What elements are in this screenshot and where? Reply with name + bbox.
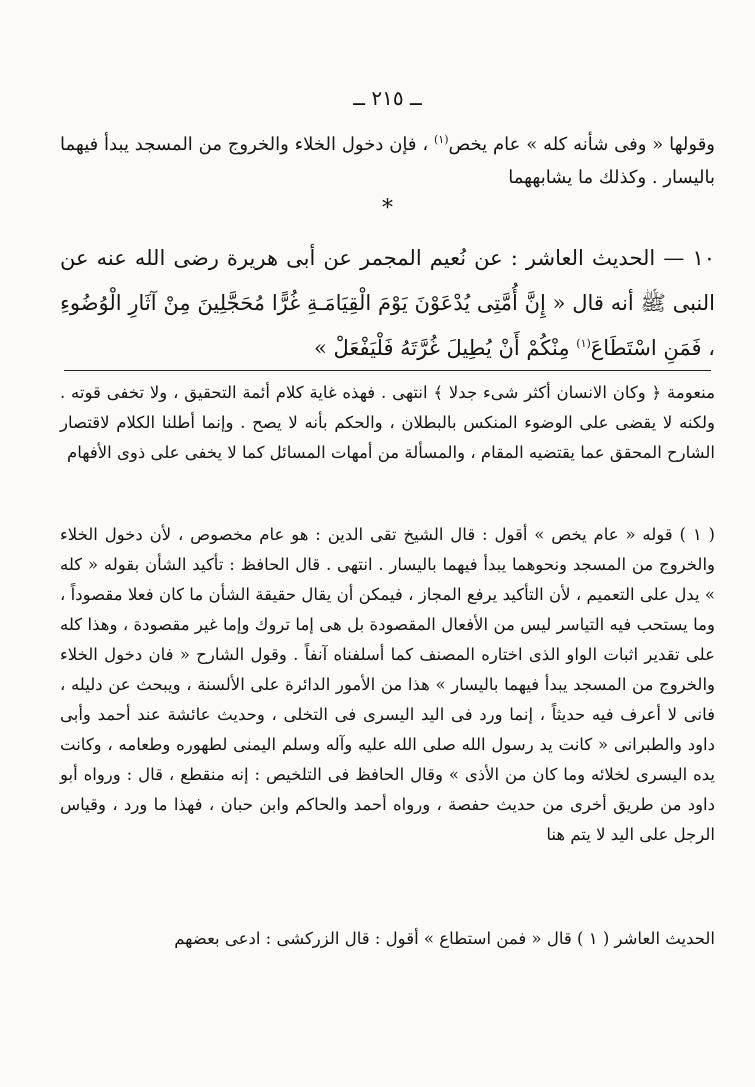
footnote-hadith-10: الحديث العاشر ( ١ ) قال « فمن استطاع » أقول : قال الزركشى : ادعى بعضهم (174, 929, 715, 948)
hadith-text-end: مِنْكُمْ أَنْ يُطِيلَ غُرَّتَهُ فَلْيَفْعَلْ » (313, 336, 570, 360)
page-number: ــ ٢١٥ ــ (353, 86, 422, 110)
footnote-continuation: منعومة ﴿ وكان الانسان أكثر شىء جدلا ﴾ انتهى . فهذه غاية كلام أئمة التحقيق ، ولا تخفى قوته . ولكنه لا يقضى على الوضوء المنكس بالبطلان ، والحكم بأنه لا يصح . وإنما أطلنا الكلام لاقتصار الشارح المحقق عما يقتضيه المقام ، والمسألة من أمهات المسائل كما لا يخفى على ذوى الأفهام (60, 383, 715, 462)
document-page (60, 0, 715, 1087)
intro-line-start: وقولها « وفى شأنه كله » عام يخص (448, 134, 715, 155)
section-divider-star: * (382, 196, 393, 221)
footnote-separator (64, 370, 711, 371)
hadith-paragraph (60, 236, 715, 371)
footnote-ref-hadith[interactable]: (١) (576, 337, 591, 350)
hadith-text: ١٠ — الحديث العاشر : عن نُعيم المجمر عن أبى هريرة رضى الله عنه عن النبى ﷺ أنه قال « إِنَّ أُمَّتِى يُدْعَوْنَ يَوْمَ الْقِيَامَـةِ غُرًّا مُحَجَّلِينَ مِنْ آثَارِ الْوُضُوءِ ، فَمَنِ اسْتَطَاعَ (60, 246, 715, 360)
intro-line-rest: ، فإن دخول الخلاء والخروج من المسجد يبدأ فيهما باليسار . وكذلك ما يشابههما (60, 134, 715, 188)
footnote-1: ( ١ ) قوله « عام يخص » أقول : قال الشيخ تقى الدين : هو عام مخصوص ، لأن دخول الخلاء والخروج من المسجد ونحوهما يبدأ فيهما باليسار . انتهى . قال الحافظ : تأكيد الشأن بقوله « كله » يدل على التعميم ، لأن التأكيد يرفع المجاز ، فيمكن أن يقال حقيقة الشأن ما كان فعلا مقصوداً ، وما يستحب فيه التياسر ليس من الأفعال المقصودة بل هى إما تروك وإما غير مقصودة ، وهذا كله على تقدير اثبات الواو الذى اختاره المصنف كما أسلفناه آنفاً . وقول الشارح « فان دخول الخلاء والخروج من المسجد يبدأ فيهما باليسار » هذا من الأمور الدائرة على الألسنة ، ويبحث عن دليله ، فانى لا أعرف فيه حديثاً ، إنما ورد فى اليد اليسرى فى التخلى ، وحديث عائشة عند أحمد وأبى داود والطبرانى « كانت يد رسول الله صلى الله عليه وآله وسلم اليمنى لطهوره وطعامه ، وكانت يده اليسرى لخلائه وما كان من الأذى » وقال الحافظ فى التلخيص : إنه منقطع ، قال : ورواه أبو داود من طريق أخرى من حديث حفصة ، ورواه أحمد والحاكم وابن حبان ، فهذا ما ورد ، وقياس الرجل على اليد لا يتم هنا (60, 525, 715, 844)
intro-paragraph (60, 128, 715, 194)
footnote-ref-intro[interactable]: (١) (433, 133, 449, 146)
